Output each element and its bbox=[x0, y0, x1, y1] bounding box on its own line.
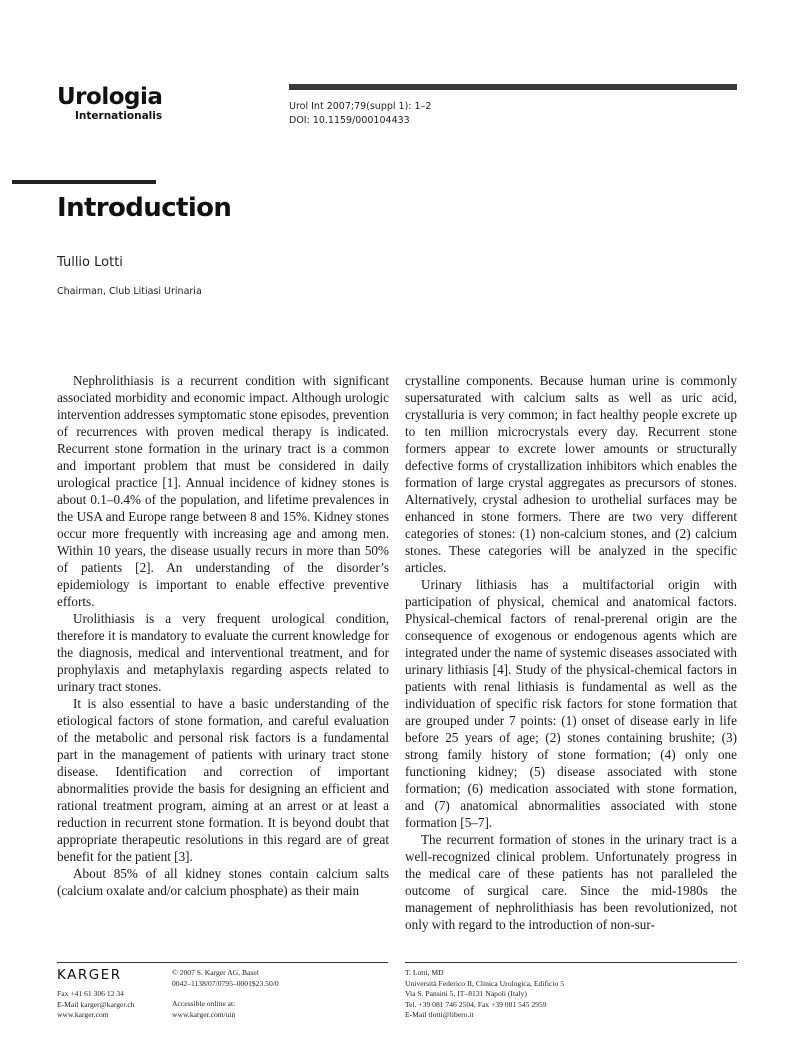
title-rule bbox=[12, 180, 156, 184]
publisher-contact bbox=[57, 989, 135, 1021]
correspondence-address: Università Federico II, Clinica Urologica, Edificio 5 bbox=[405, 978, 564, 988]
footer-divider bbox=[57, 962, 388, 963]
journal-subtitle: Internationalis bbox=[75, 110, 163, 122]
publisher-email[interactable]: E-Mail karger@karger.ch bbox=[57, 999, 135, 1009]
publisher-logo: KARGER bbox=[57, 967, 122, 983]
footer-divider bbox=[405, 962, 737, 963]
journal-logo bbox=[57, 84, 162, 122]
correspondence-email[interactable]: E-Mail tlotti@libero.it bbox=[405, 1010, 474, 1019]
citation-line: Urol Int 2007;79(suppl 1): 1–2 bbox=[289, 101, 432, 112]
author-name: Tullio Lotti bbox=[57, 255, 123, 270]
access-link[interactable]: www.karger.com/uin bbox=[172, 1009, 236, 1019]
issn: 0042–1138/07/0795–0001$23.50/0 bbox=[172, 978, 279, 988]
author-affiliation: Chairman, Club Litiasi Urinaria bbox=[57, 286, 202, 297]
paragraph: Urolithiasis is a very frequent urological condition, therefore it is mandatory to evaluate the current knowledge for the diagnosis, medical and interventional treatment, and for prophylaxis and metaphylaxis regarding aspects related to urinary tract stones. bbox=[57, 611, 389, 694]
paragraph: It is also essential to have a basic understanding of the etiological factors of stone formation, and careful evaluation of the metabolic and personal risk factors is a fundamental part in the management of patients with urinary tract stone disease. Identification and correction of important abnormalities provide the basis for designing an efficient and rational treatment program, aiming at an arrest or at least a reduction in recurrent stone formation. It is beyond doubt that appropriate therapeutic resolutions in this regard are of great benefit for the patient [3]. bbox=[57, 696, 389, 864]
paragraph: Urinary lithiasis has a multifactorial origin with participation of physical, chemical and anatomical factors. Physical-chemical factors of renal-prerenal origin are the consequence of exogenous or endogenous agents which are integrated under the name of systemic diseases associated with urinary lithiasis [4]. Study of the physical-chemical factors in patients with renal lithiasis is fundamental as well as the individuation of specific risk factors for stone formation that are grouped under 7 points: (1) onset of disease early in life before 25 years of age; (2) stones containing brushite; (3) strong family history of stone formation; (4) only one functioning kidney; (5) disease associated with stone formation; (6) medication associated with stone formation, and (7) anatomical abnormalities associated with stone formation [5–7]. bbox=[405, 577, 737, 830]
article-title: Introduction bbox=[57, 193, 232, 223]
citation bbox=[289, 100, 431, 128]
online-access bbox=[172, 999, 235, 1020]
copyright: © 2007 S. Karger AG, Basel bbox=[172, 968, 259, 977]
paragraph: Nephrolithiasis is a recurrent condition with significant associated morbidity and economic impact. Although urologic intervention addresses symptomatic stone episodes, prevention of recurrences with proven medical therapy is indicated. Recurrent stone formation in the urinary tract is a common and important problem that must be considered in daily urological practice [1]. Annual incidence of kidney stones is about 0.1–0.4% of the population, and lifetime prevalences in the USA and Europe range between 8 and 15%. Kidney stones occur more frequently with increasing age and among men. Within 10 years, the disease usually recurs in more than 50% of patients [2]. An understanding of the disorder’s epidemiology is important to enable effective preventive efforts. bbox=[57, 373, 389, 609]
header-bar bbox=[289, 84, 737, 90]
access-label: Accessible online at: bbox=[172, 999, 236, 1008]
correspondence-address: Via S. Pansini 5, IT–8131 Napoli (Italy) bbox=[405, 989, 527, 998]
publisher-fax: Fax +41 61 306 12 34 bbox=[57, 989, 124, 998]
correspondence-block bbox=[405, 968, 564, 1021]
paragraph: The recurrent formation of stones in the urinary tract is a well-recognized clinical problem. Unfortunately progress in the medical care of these patients has not paralleled the outcome of surgical care. Since the mid-1980s the management of nephrolithiasis has been revolutionized, not only with regard to the introduction of non-sur- bbox=[405, 832, 737, 932]
body-column-left bbox=[57, 372, 389, 899]
correspondence-phone: Tel. +39 081 746 2504, Fax +39 081 545 2959 bbox=[405, 999, 547, 1009]
correspondence-name: T. Lotti, MD bbox=[405, 968, 444, 977]
journal-name: Urologia bbox=[57, 84, 163, 110]
paragraph-continuation: crystalline components. Because human urine is commonly supersaturated with calcium salts as well as uric acid, crystalluria is very common; in fact healthy people excrete up to ten million microcrystals every day. Recurrent stone formers appear to excrete lower amounts or structurally defective forms of crystallization inhibitors which enables the formation of large crystal aggregates as precursors of stones. Alternatively, crystal adhesion to urothelial surfaces may be enhanced in stone formers. There are two very different categories of stones: (1) non-calcium stones, and (2) calcium stones. These categories will be analyzed in the specific articles. bbox=[405, 373, 737, 575]
copyright-block bbox=[172, 968, 279, 989]
paragraph: About 85% of all kidney stones contain calcium salts (calcium oxalate and/or calcium phosphate) as their main bbox=[57, 866, 389, 898]
publisher-website[interactable]: www.karger.com bbox=[57, 1010, 109, 1019]
body-column-right bbox=[405, 372, 737, 933]
doi-line: DOI: 10.1159/000104433 bbox=[289, 115, 410, 126]
